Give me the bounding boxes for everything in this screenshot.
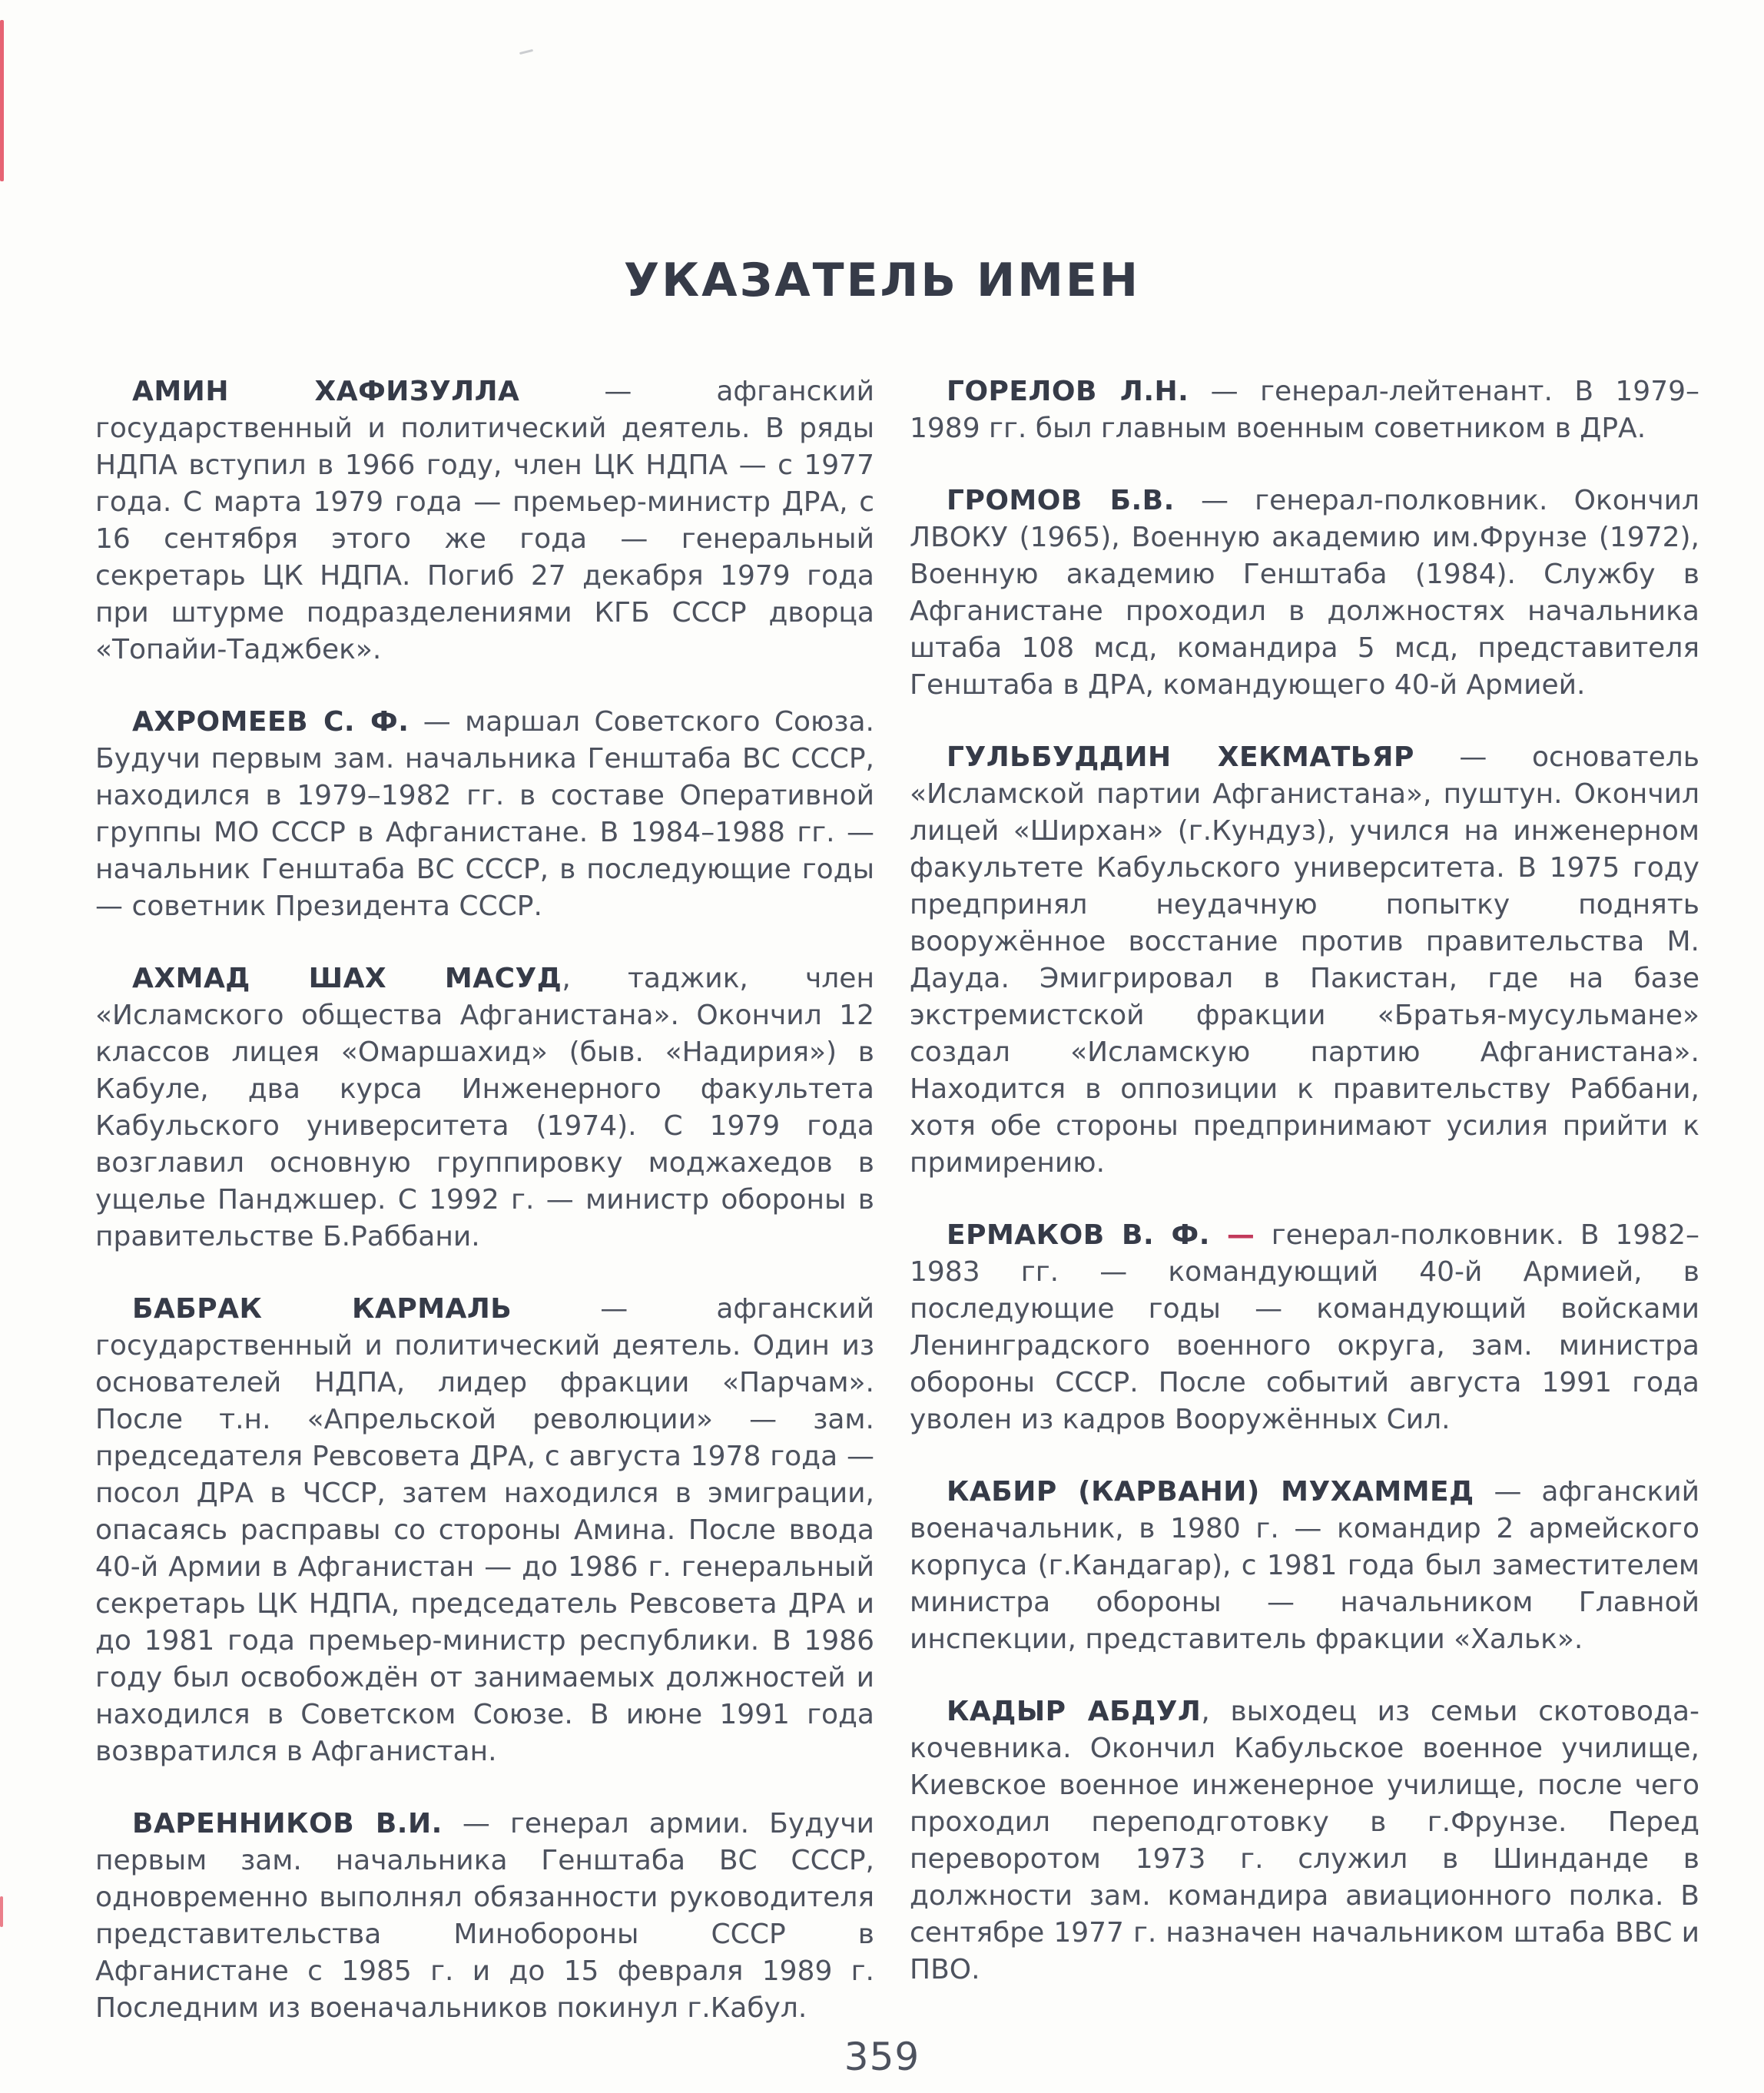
entry-text: генерал-полковник. Окончил ЛВОКУ (1965), Военную академию им.Фрунзе (1972), Военную академию Генштаба (1984). Службу в Афганистане проходил в должностях начальника штаба 108 мсд, командира 5 мсд, представителя Генштаба в ДРА, командующего 40-й Армией. [910, 485, 1699, 701]
index-entry [910, 1217, 1699, 1438]
entry-text: генерал-лейтенант. В 1979–1989 гг. был главным военным советником в ДРА. [910, 376, 1699, 444]
entry-text: генерал армии. Будучи первым зам. начальника Генштаба ВС СССР, одновременно выполнял обязанности руководителя представительства Минобороны СССР в Афганистане с 1985 г. и до 15 февраля 1989 г. Последним из военачальников покинул г.Кабул. [95, 1808, 874, 2024]
index-entry [910, 739, 1699, 1182]
index-entry [95, 373, 874, 668]
index-entry [95, 704, 874, 925]
index-entry [95, 1291, 874, 1770]
entry-separator: — [519, 376, 717, 407]
right-column [910, 373, 1699, 2027]
index-entry [910, 1693, 1699, 1989]
entry-name: ЕРМАКОВ В. Ф. [947, 1219, 1210, 1251]
entry-text: афганский военачальник, в 1980 г. — командир 2 армейского корпуса (г.Кандагар), с 1981 года был заместителем министра обороны — начальником Главной инспекции, представитель фракции «Хальк». [910, 1476, 1699, 1655]
page-number: 359 [844, 2035, 920, 2079]
entry-name: БАБРАК КАРМАЛЬ [132, 1293, 512, 1325]
entry-separator: , [562, 963, 628, 994]
entry-name: АМИН ХАФИЗУЛЛА [132, 376, 520, 407]
index-entry [95, 960, 874, 1255]
scan-edge-artifact [0, 20, 4, 181]
page-title: УКАЗАТЕЛЬ ИМЕН [623, 254, 1141, 307]
scan-edge-artifact [0, 1896, 3, 1927]
entry-text: выходец из семьи скотовода-кочевника. Окончил Кабульское военное училище, Киевское военное инженерное училище, после чего проходил переподготовку в г.Фрунзе. Перед переворотом 1973 г. служил в Шинданде в должности зам. командира авиационного полка. В сентябре 1977 г. назначен начальником штаба ВВС и ПВО. [910, 1696, 1699, 1985]
entry-separator: — [1209, 1219, 1272, 1251]
left-column [95, 373, 874, 2027]
index-columns [0, 373, 1764, 2027]
entry-separator: — [1474, 1476, 1542, 1508]
index-entry [910, 1474, 1699, 1658]
entry-text: маршал Советского Союза. Будучи первым зам. начальника Генштаба ВС СССР, находился в 1979–1982 гг. в составе Оперативной группы МО СССР в Афганистане. В 1984–1988 гг. — начальник Генштаба ВС СССР, в последующие годы — советник Президента СССР. [95, 706, 874, 922]
index-entry [910, 373, 1699, 447]
entry-name: КАБИР (КАРВАНИ) МУХАММЕД [947, 1476, 1474, 1508]
entry-text: основатель «Исламской партии Афганистана», пуштун. Окончил лицей «Ширхан» (г.Кундуз), учился на инженерном факультете Кабульского университета. В 1975 году предпринял неудачную попытку поднять вооружённое восстание против правительства М. Дауда. Эмигрировал в Пакистан, где на базе экстремистской фракции «Братья-мусульмане» создал «Исламскую партию Афганистана». Находится в оппозиции к правительству Раббани, хотя обе стороны предпринимают усилия прийти к примирению. [910, 741, 1699, 1179]
entry-text: афганский государственный и политический деятель. Один из основателей НДПА, лидер фракции «Парчам». После т.н. «Апрельской революции» — зам. председателя Ревсовета ДРА, с августа 1978 года — посол ДРА в ЧССР, затем находился в эмиграции, опасаясь расправы со стороны Амина. После ввода 40-й Армии в Афганистан — до 1986 г. генеральный секретарь ЦК НДПА, председатель Ревсовета ДРА и до 1981 года премьер-министр республики. В 1986 году был освобождён от занимаемых должностей и находился в Советском Союзе. В июне 1991 года возвратился в Афганистан. [95, 1293, 874, 1767]
entry-name: ВАРЕННИКОВ В.И. [132, 1808, 443, 1839]
entry-name: КАДЫР АБДУЛ [947, 1696, 1202, 1727]
entry-text: афганский государственный и политический деятель. В ряды НДПА вступил в 1966 году, член ЦК НДПА — с 1977 года. С марта 1979 года — премьер-министр ДРА, с 16 сентября этого же года — генеральный секретарь ЦК НДПА. Погиб 27 декабря 1979 года при штурме подразделениями КГБ СССР дворца «Топайи-Таджбек». [95, 376, 874, 665]
entry-separator: — [512, 1293, 717, 1325]
entry-separator: — [1174, 485, 1255, 516]
entry-text: генерал-полковник. В 1982–1983 гг. — командующий 40-й Армией, в последующие годы — командующий войсками Ленинградского военного округа, зам. министра обороны СССР. После событий августа 1991 года уволен из кадров Вооружённых Сил. [910, 1219, 1699, 1435]
entry-separator: — [1414, 741, 1532, 773]
entry-separator: — [409, 706, 466, 738]
entry-separator: , [1201, 1696, 1231, 1727]
entry-text: таджик, член «Исламского общества Афганистана». Окончил 12 классов лицея «Омаршахид» (быв. «Надирия») в Кабуле, два курса Инженерного факультета Кабульского университета (1974). С 1979 года возглавил основную группировку моджахедов в ущелье Панджшер. С 1992 г. — министр обороны в правительстве Б.Раббани. [95, 963, 874, 1252]
entry-name: АХМАД ШАХ МАСУД [132, 963, 562, 994]
entry-name: ГРОМОВ Б.В. [947, 485, 1175, 516]
entry-separator: — [442, 1808, 510, 1839]
index-entry [95, 1806, 874, 2027]
entry-separator: — [1189, 376, 1261, 407]
entry-name: АХРОМЕЕВ С. Ф. [132, 706, 410, 738]
entry-name: ГОРЕЛОВ Л.Н. [947, 376, 1189, 407]
entry-name: ГУЛЬБУДДИН ХЕКМАТЬЯР [947, 741, 1414, 773]
index-entry [910, 483, 1699, 704]
